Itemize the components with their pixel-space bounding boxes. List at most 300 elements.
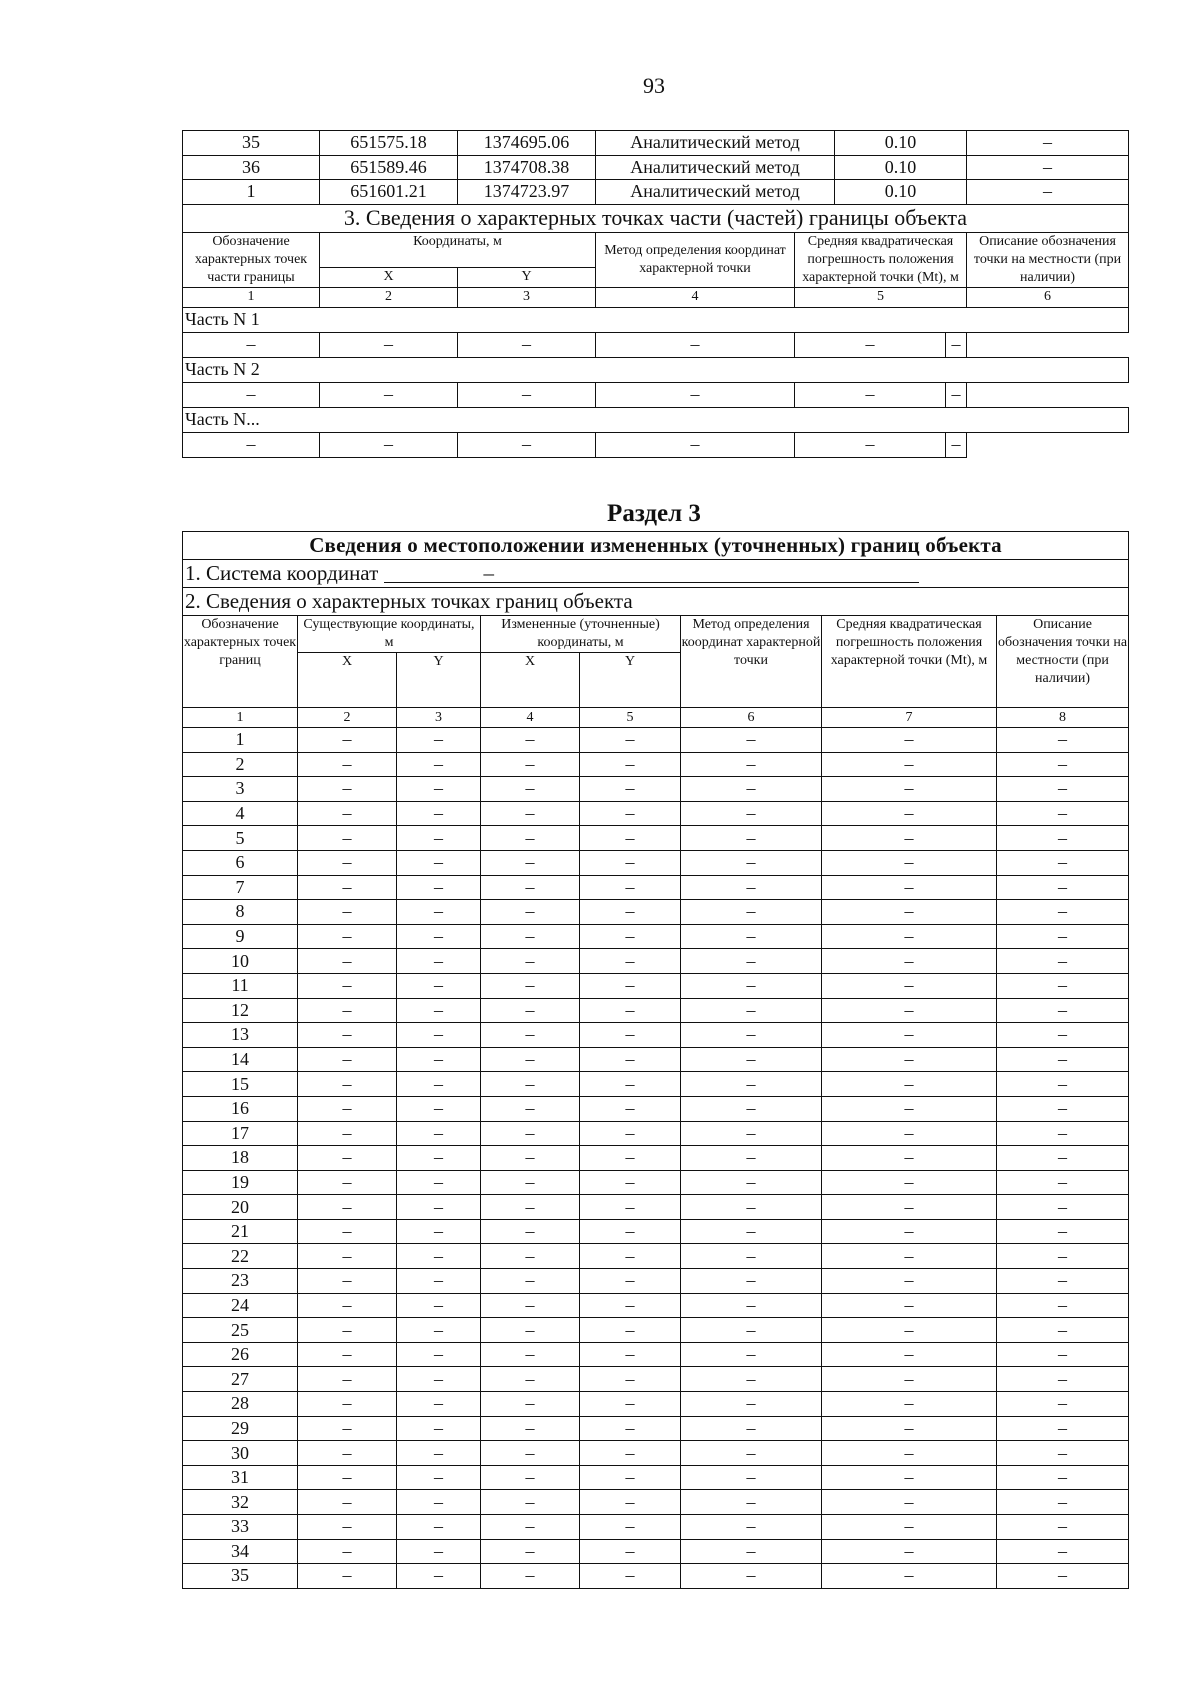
point-cell: 15: [183, 1072, 298, 1097]
dash-cell: –: [580, 949, 681, 974]
dash-cell: –: [681, 1170, 822, 1195]
dash-cell: –: [580, 1096, 681, 1121]
page-number: 93: [643, 73, 665, 98]
dash-cell: –: [397, 1293, 481, 1318]
dash-cell: –: [298, 1195, 397, 1220]
dash-cell: –: [320, 332, 458, 357]
dash-cell: –: [298, 826, 397, 851]
point-cell: 23: [183, 1269, 298, 1294]
dash-cell: –: [822, 1096, 997, 1121]
dash-cell: –: [681, 1195, 822, 1220]
dash-cell: –: [681, 1490, 822, 1515]
coord-system-value: –: [384, 564, 919, 583]
dash-cell: –: [822, 1465, 997, 1490]
point-cell: 9: [183, 924, 298, 949]
dash-cell: –: [298, 1318, 397, 1343]
dash-cell: –: [580, 1293, 681, 1318]
part-row: [183, 407, 1129, 432]
point-row: [183, 973, 1129, 998]
method-cell: Аналитический метод: [596, 180, 835, 205]
dash-cell: –: [580, 1072, 681, 1097]
point-row: [183, 1515, 1129, 1540]
dash-cell: –: [580, 973, 681, 998]
coordinate-row: [183, 180, 1129, 205]
point-cell: 2: [183, 752, 298, 777]
accuracy-cell: 0.10: [835, 180, 967, 205]
header-method: Метод определения координат характерной точки: [596, 232, 795, 287]
dash-cell: –: [320, 432, 458, 457]
dash-cell: –: [481, 1047, 580, 1072]
point-cell: 5: [183, 826, 298, 851]
point-cell: 34: [183, 1539, 298, 1564]
x-cell: 651601.21: [320, 180, 458, 205]
dash-cell: –: [481, 924, 580, 949]
dash-cell: –: [481, 1146, 580, 1171]
dash-cell: –: [580, 752, 681, 777]
dash-cell: –: [298, 998, 397, 1023]
dash-cell: –: [183, 432, 320, 457]
dash-cell: –: [997, 1392, 1129, 1417]
dash-cell: –: [681, 949, 822, 974]
dash-cell: –: [681, 752, 822, 777]
dash-cell: –: [596, 432, 795, 457]
col-num: 3: [397, 708, 481, 728]
dash-cell: –: [481, 998, 580, 1023]
part-label: Часть N 1: [183, 307, 1129, 332]
dash-cell: –: [681, 1219, 822, 1244]
dash-cell: –: [822, 949, 997, 974]
dash-cell: –: [822, 801, 997, 826]
dash-cell: –: [681, 1416, 822, 1441]
dash-cell: –: [822, 1293, 997, 1318]
dash-cell: –: [397, 1146, 481, 1171]
dash-cell: –: [997, 1269, 1129, 1294]
y-cell: 1374723.97: [458, 180, 596, 205]
col-num: 4: [596, 287, 795, 307]
dash-cell: –: [397, 998, 481, 1023]
part-boundary-table: [182, 130, 1129, 458]
dash-cell: –: [481, 1121, 580, 1146]
dash-cell: –: [481, 850, 580, 875]
dash-cell: –: [397, 850, 481, 875]
dash-cell: –: [681, 1269, 822, 1294]
points-title: 2. Сведения о характерных точках границ объекта: [183, 588, 1129, 616]
dash-cell: –: [997, 1244, 1129, 1269]
header-changed: Измененные (уточненные) координаты, м: [481, 616, 681, 653]
dash-cell: –: [458, 382, 596, 407]
dash-cell: –: [681, 850, 822, 875]
col-num: 5: [580, 708, 681, 728]
dash-cell: –: [298, 875, 397, 900]
dash-cell: –: [681, 924, 822, 949]
col-num: 2: [298, 708, 397, 728]
dash-cell: –: [681, 1023, 822, 1048]
header-accuracy: Средняя квадратическая погрешность положения характерной точки (Mt), м: [795, 232, 967, 287]
dash-cell: –: [997, 973, 1129, 998]
dash-cell: –: [997, 1515, 1129, 1540]
dash-cell: –: [481, 1023, 580, 1048]
dash-cell: –: [822, 1490, 997, 1515]
part-dash-row: [183, 432, 1129, 457]
dash-cell: –: [997, 728, 1129, 753]
dash-cell: –: [298, 1539, 397, 1564]
col-num: 1: [183, 287, 320, 307]
dash-cell: –: [997, 1318, 1129, 1343]
dash-cell: –: [681, 1072, 822, 1097]
dash-cell: –: [481, 1465, 580, 1490]
dash-cell: –: [298, 1244, 397, 1269]
dash-cell: –: [946, 432, 967, 457]
point-cell: 16: [183, 1096, 298, 1121]
dash-cell: –: [481, 826, 580, 851]
dash-cell: –: [397, 752, 481, 777]
part-row: [183, 307, 1129, 332]
dash-cell: –: [481, 1564, 580, 1589]
dash-cell: –: [481, 728, 580, 753]
header-point: Обозначение характерных точек границ: [183, 616, 298, 708]
dash-cell: –: [580, 1318, 681, 1343]
dash-cell: –: [681, 1441, 822, 1466]
dash-cell: –: [298, 900, 397, 925]
dash-cell: –: [681, 1367, 822, 1392]
point-cell: 13: [183, 1023, 298, 1048]
dash-cell: –: [298, 1096, 397, 1121]
dash-cell: –: [946, 332, 967, 357]
dash-cell: –: [997, 1170, 1129, 1195]
point-row: [183, 1564, 1129, 1589]
dash-cell: –: [822, 1146, 997, 1171]
dash-cell: –: [298, 949, 397, 974]
dash-cell: –: [298, 1342, 397, 1367]
dash-cell: –: [795, 332, 946, 357]
dash-cell: –: [580, 1244, 681, 1269]
header-existing-x: X: [298, 653, 397, 708]
dash-cell: –: [822, 998, 997, 1023]
dash-cell: –: [481, 1096, 580, 1121]
point-row: [183, 1219, 1129, 1244]
dash-cell: –: [997, 949, 1129, 974]
dash-cell: –: [822, 1269, 997, 1294]
point-row: [183, 1244, 1129, 1269]
dash-cell: –: [681, 1318, 822, 1343]
point-row: [183, 728, 1129, 753]
description-cell: –: [967, 131, 1129, 156]
point-cell: 7: [183, 875, 298, 900]
accuracy-cell: 0.10: [835, 131, 967, 156]
dash-cell: –: [997, 1195, 1129, 1220]
dash-cell: –: [997, 1367, 1129, 1392]
dash-cell: –: [481, 752, 580, 777]
point-row: [183, 1539, 1129, 1564]
point-cell: 14: [183, 1047, 298, 1072]
dash-cell: –: [997, 752, 1129, 777]
dash-cell: –: [795, 382, 946, 407]
dash-cell: –: [397, 1515, 481, 1540]
dash-cell: –: [298, 752, 397, 777]
dash-cell: –: [681, 1293, 822, 1318]
dash-cell: –: [997, 1564, 1129, 1589]
header-description: Описание обозначения точки на местности (при наличии): [997, 616, 1129, 708]
dash-cell: –: [580, 1515, 681, 1540]
dash-cell: –: [580, 1465, 681, 1490]
point-row: [183, 801, 1129, 826]
dash-cell: –: [397, 1490, 481, 1515]
dash-cell: –: [596, 382, 795, 407]
point-row: [183, 1465, 1129, 1490]
dash-cell: –: [580, 728, 681, 753]
dash-cell: –: [997, 1490, 1129, 1515]
dash-cell: –: [997, 1293, 1129, 1318]
dash-cell: –: [298, 1465, 397, 1490]
dash-cell: –: [580, 998, 681, 1023]
dash-cell: –: [997, 1023, 1129, 1048]
dash-cell: –: [580, 777, 681, 802]
dash-cell: –: [397, 1219, 481, 1244]
col-num: 6: [967, 287, 1129, 307]
dash-cell: –: [681, 1146, 822, 1171]
dash-cell: –: [397, 924, 481, 949]
point-row: [183, 1342, 1129, 1367]
dash-cell: –: [481, 875, 580, 900]
dash-cell: –: [997, 900, 1129, 925]
header-method: Метод определения координат характерной точки: [681, 616, 822, 708]
point-cell: 32: [183, 1490, 298, 1515]
point-cell: 22: [183, 1244, 298, 1269]
dash-cell: –: [997, 826, 1129, 851]
point-cell: 4: [183, 801, 298, 826]
x-cell: 651575.18: [320, 131, 458, 156]
dash-cell: –: [997, 1096, 1129, 1121]
dash-cell: –: [822, 752, 997, 777]
dash-cell: –: [397, 1465, 481, 1490]
header-description: Описание обозначения точки на местности (при наличии): [967, 232, 1129, 287]
point-row: [183, 752, 1129, 777]
dash-cell: –: [298, 1047, 397, 1072]
point-row: [183, 1170, 1129, 1195]
dash-cell: –: [397, 1392, 481, 1417]
point-cell: 20: [183, 1195, 298, 1220]
dash-cell: –: [580, 1146, 681, 1171]
col-num: 5: [795, 287, 967, 307]
dash-cell: –: [681, 1465, 822, 1490]
dash-cell: –: [580, 1490, 681, 1515]
point-cell: 33: [183, 1515, 298, 1540]
dash-cell: –: [298, 1293, 397, 1318]
header-changed-x: X: [481, 653, 580, 708]
coord-system-row: [183, 560, 1129, 588]
part-label: Часть N 2: [183, 357, 1129, 382]
point-cell: 35: [183, 1564, 298, 1589]
col-num: 2: [320, 287, 458, 307]
dash-cell: –: [397, 1072, 481, 1097]
dash-cell: –: [298, 1023, 397, 1048]
point-cell: 6: [183, 850, 298, 875]
dash-cell: –: [681, 1342, 822, 1367]
point-row: [183, 998, 1129, 1023]
dash-cell: –: [822, 1023, 997, 1048]
coord-system-label: 1. Система координат: [185, 561, 379, 585]
point-cell: 26: [183, 1342, 298, 1367]
dash-cell: –: [822, 1539, 997, 1564]
dash-cell: –: [397, 1539, 481, 1564]
dash-cell: –: [822, 1392, 997, 1417]
dash-cell: –: [580, 826, 681, 851]
description-cell: –: [967, 155, 1129, 180]
dash-cell: –: [822, 1121, 997, 1146]
dash-cell: –: [298, 924, 397, 949]
dash-cell: –: [997, 1465, 1129, 1490]
point-cell: 19: [183, 1170, 298, 1195]
dash-cell: –: [298, 1515, 397, 1540]
header-existing: Существующие координаты, м: [298, 616, 481, 653]
dash-cell: –: [997, 1441, 1129, 1466]
dash-cell: –: [298, 1170, 397, 1195]
dash-cell: –: [397, 1023, 481, 1048]
dash-cell: –: [580, 850, 681, 875]
dash-cell: –: [997, 1539, 1129, 1564]
dash-cell: –: [681, 777, 822, 802]
point-row: [183, 1146, 1129, 1171]
dash-cell: –: [997, 924, 1129, 949]
point-cell: 36: [183, 155, 320, 180]
dash-cell: –: [822, 924, 997, 949]
dash-cell: –: [481, 1072, 580, 1097]
dash-cell: –: [397, 1564, 481, 1589]
dash-cell: –: [795, 432, 946, 457]
point-cell: 11: [183, 973, 298, 998]
dash-cell: –: [580, 1023, 681, 1048]
dash-cell: –: [580, 1342, 681, 1367]
dash-cell: –: [298, 973, 397, 998]
point-row: [183, 1392, 1129, 1417]
dash-cell: –: [580, 1539, 681, 1564]
dash-cell: –: [580, 1416, 681, 1441]
section-title: 3. Сведения о характерных точках части (частей) границы объекта: [183, 204, 1129, 232]
dash-cell: –: [481, 1367, 580, 1392]
dash-cell: –: [298, 728, 397, 753]
point-row: [183, 777, 1129, 802]
dash-cell: –: [298, 1490, 397, 1515]
dash-cell: –: [481, 973, 580, 998]
point-cell: 31: [183, 1465, 298, 1490]
table-title: Сведения о местоположении измененных (уточненных) границ объекта: [183, 532, 1129, 560]
dash-cell: –: [481, 1318, 580, 1343]
dash-cell: –: [397, 1195, 481, 1220]
point-row: [183, 1293, 1129, 1318]
description-cell: –: [967, 180, 1129, 205]
dash-cell: –: [397, 1244, 481, 1269]
coordinate-row: [183, 155, 1129, 180]
dash-cell: –: [397, 826, 481, 851]
part-row: [183, 357, 1129, 382]
dash-cell: –: [681, 1539, 822, 1564]
dash-cell: –: [397, 900, 481, 925]
dash-cell: –: [298, 1269, 397, 1294]
point-row: [183, 850, 1129, 875]
point-cell: 35: [183, 131, 320, 156]
dash-cell: –: [298, 777, 397, 802]
col-num: 8: [997, 708, 1129, 728]
dash-cell: –: [822, 1416, 997, 1441]
dash-cell: –: [822, 875, 997, 900]
dash-cell: –: [397, 875, 481, 900]
dash-cell: –: [997, 1047, 1129, 1072]
point-row: [183, 1047, 1129, 1072]
col-num: 6: [681, 708, 822, 728]
point-cell: 8: [183, 900, 298, 925]
point-cell: 30: [183, 1441, 298, 1466]
point-row: [183, 1367, 1129, 1392]
col-num: 1: [183, 708, 298, 728]
dash-cell: –: [822, 1342, 997, 1367]
dash-cell: –: [822, 1047, 997, 1072]
dash-cell: –: [298, 1392, 397, 1417]
dash-cell: –: [580, 900, 681, 925]
dash-cell: –: [681, 1392, 822, 1417]
dash-cell: –: [481, 949, 580, 974]
dash-cell: –: [481, 1195, 580, 1220]
y-cell: 1374695.06: [458, 131, 596, 156]
dash-cell: –: [298, 801, 397, 826]
dash-cell: –: [580, 1170, 681, 1195]
dash-cell: –: [580, 1392, 681, 1417]
dash-cell: –: [822, 1441, 997, 1466]
dash-cell: –: [298, 850, 397, 875]
header-coords: Координаты, м: [320, 232, 596, 267]
dash-cell: –: [997, 777, 1129, 802]
dash-cell: –: [822, 777, 997, 802]
dash-cell: –: [596, 332, 795, 357]
part-label: Часть N...: [183, 407, 1129, 432]
dash-cell: –: [681, 1244, 822, 1269]
dash-cell: –: [397, 728, 481, 753]
point-cell: 17: [183, 1121, 298, 1146]
dash-cell: –: [397, 1121, 481, 1146]
dash-cell: –: [580, 1367, 681, 1392]
dash-cell: –: [397, 1096, 481, 1121]
dash-cell: –: [822, 1515, 997, 1540]
point-cell: 1: [183, 728, 298, 753]
point-row: [183, 1269, 1129, 1294]
dash-cell: –: [397, 1416, 481, 1441]
y-cell: 1374708.38: [458, 155, 596, 180]
point-row: [183, 900, 1129, 925]
dash-cell: –: [681, 801, 822, 826]
dash-cell: –: [458, 432, 596, 457]
point-row: [183, 924, 1129, 949]
dash-cell: –: [481, 1441, 580, 1466]
dash-cell: –: [681, 1121, 822, 1146]
coordinate-row: [183, 131, 1129, 156]
dash-cell: –: [997, 1219, 1129, 1244]
dash-cell: –: [681, 826, 822, 851]
point-cell: 29: [183, 1416, 298, 1441]
dash-cell: –: [580, 801, 681, 826]
point-row: [183, 826, 1129, 851]
dash-cell: –: [481, 1539, 580, 1564]
header-existing-y: Y: [397, 653, 481, 708]
dash-cell: –: [298, 1564, 397, 1589]
dash-cell: –: [681, 973, 822, 998]
dash-cell: –: [822, 826, 997, 851]
point-row: [183, 1121, 1129, 1146]
point-row: [183, 949, 1129, 974]
dash-cell: –: [481, 900, 580, 925]
dash-cell: –: [946, 382, 967, 407]
dash-cell: –: [481, 1170, 580, 1195]
dash-cell: –: [481, 1515, 580, 1540]
point-cell: 10: [183, 949, 298, 974]
